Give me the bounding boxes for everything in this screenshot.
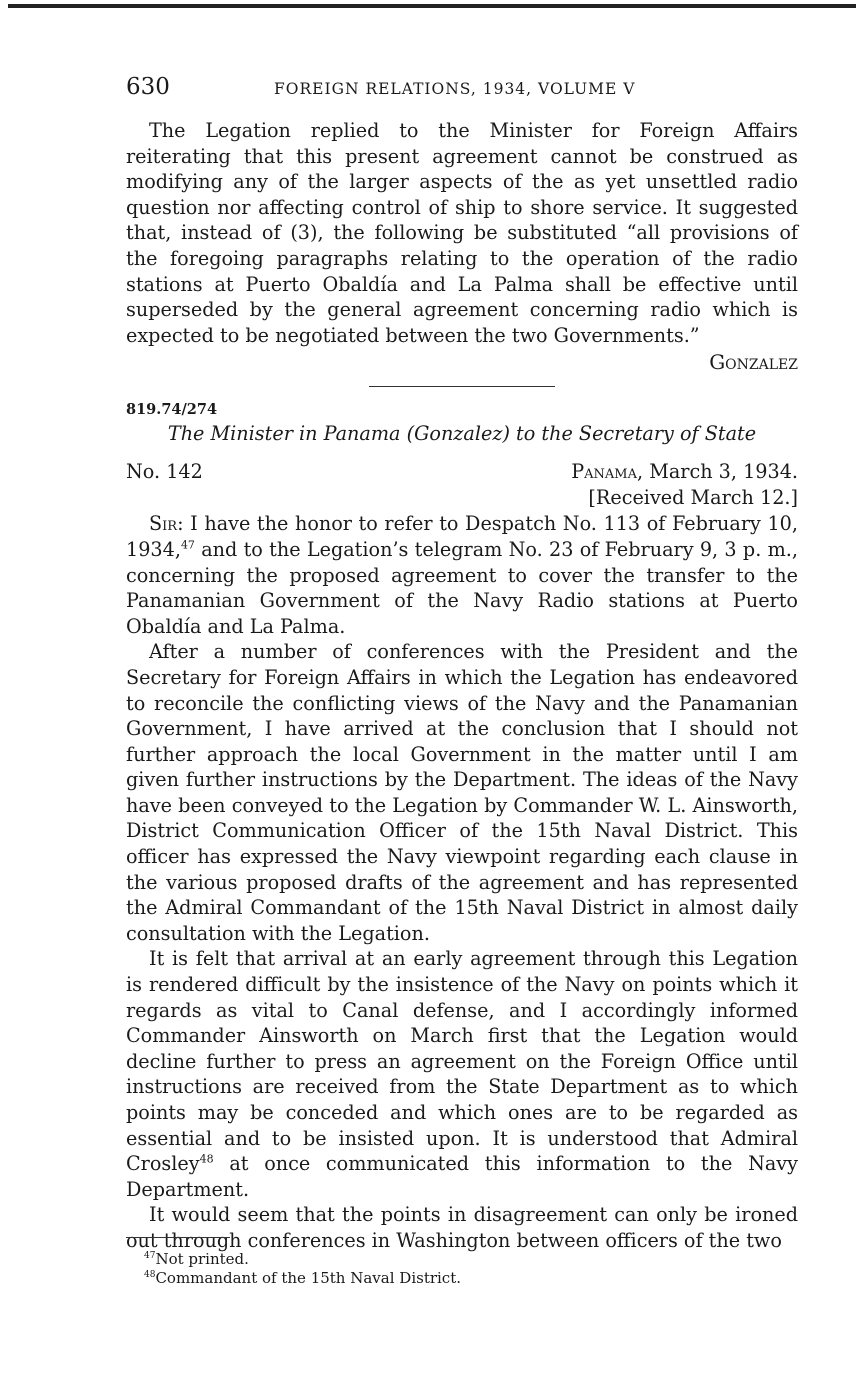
page-body bbox=[126, 118, 798, 1254]
despatch-number: No. 142 bbox=[126, 460, 203, 484]
paragraph-salutation bbox=[126, 511, 798, 639]
page-header bbox=[126, 74, 798, 104]
footnote-text: Not printed. bbox=[155, 1250, 249, 1268]
paragraph-salutation-text-a: : I have the honor to refer to Despatch No. 113 of February 10, 1934, bbox=[126, 512, 798, 561]
file-number: 819.74/274 bbox=[126, 401, 218, 419]
section-divider bbox=[369, 386, 555, 387]
footnote-ref-48: 48 bbox=[199, 1152, 214, 1166]
footnote-rule bbox=[126, 1237, 230, 1238]
signature: Gonzalez bbox=[709, 350, 798, 375]
footnote-text: Commandant of the 15th Naval District. bbox=[155, 1269, 462, 1287]
page-number: 630 bbox=[126, 74, 170, 100]
footnote-ref-47: 47 bbox=[180, 538, 195, 552]
document-title: The Minister in Panama (Gonzalez) to the Secretary of State bbox=[167, 422, 757, 446]
dateline bbox=[126, 459, 798, 485]
paragraph-navy-text-a: It is felt that arrival at an early agreement through this Legation is rendered difficult by the insistence of the Navy on points which it regards as vital to Canal defense, and I accordingly informed Commander Ainsworth on March first that the Legation would decline further to press an agreement on the Foreign Office until instructions are received from the State Department as to which points may be conceded and which ones are to be regarded as essential and to be insisted upon. It is understood that Admiral Crosley bbox=[126, 947, 798, 1176]
paragraph-salutation-text-b: and to the Legation’s telegram No. 23 of February 9, 3 p. m., concerning the proposed agreement to cover the transfer to the Panamanian Government of the Navy Radio stations at Puerto Obaldía and La Palma. bbox=[126, 537, 798, 638]
received-date: [Received March 12.] bbox=[588, 486, 798, 510]
salutation: Sir bbox=[149, 512, 178, 536]
footnote-48 bbox=[126, 1269, 798, 1288]
paragraph-conferences: After a number of conferences with the President and the Secretary for Foreign Affairs in which the Legation has endeavored to reconcile the conflicting views of the Navy and the Panamanian Government, I have arrived at the conclusion that I should not further approach the local Government in the matter until I am given further instructions by the Department. The ideas of the Navy have been conveyed to the Legation by Commander W. L. Ainsworth, District Communication Officer of the 15th Naval District. This officer has expressed the Navy viewpoint regarding each clause in the various proposed drafts of the agreement and has represented the Admiral Commandant of the 15th Naval District in almost daily consultation with the Legation. bbox=[126, 640, 798, 945]
footnote-47 bbox=[126, 1250, 798, 1269]
paragraph-disagreement: It would seem that the points in disagreement can only be ironed out through conferences in Washington between officers of the two bbox=[126, 1203, 798, 1252]
paragraph-navy-text-b: at once communicated this information to the Navy Department. bbox=[126, 1152, 798, 1201]
place: Panama bbox=[571, 460, 637, 484]
paragraph-legation-reply: The Legation replied to the Minister for Foreign Affairs reiterating that this present agreement cannot be construed as modifying any of the larger aspects of the as yet unsettled radio question nor affecting control of ship to shore service. It suggested that, instead of (3), the following be substituted “all provisions of the foregoing paragraphs relating to the operation of the radio stations at Puerto Obaldía and La Palma shall be effective until superseded by the general agreement concerning radio which is expected to be negotiated between the two Governments.” bbox=[126, 119, 798, 347]
running-head: FOREIGN RELATIONS, 1934, VOLUME V bbox=[274, 80, 636, 98]
footnote-mark: 47 bbox=[144, 1251, 156, 1261]
paragraph-navy-insistence bbox=[126, 946, 798, 1202]
footnotes bbox=[126, 1250, 798, 1288]
top-border-rule bbox=[8, 4, 856, 8]
date: , March 3, 1934. bbox=[637, 460, 798, 484]
place-and-date bbox=[571, 459, 798, 485]
footnote-mark: 48 bbox=[144, 1270, 156, 1280]
